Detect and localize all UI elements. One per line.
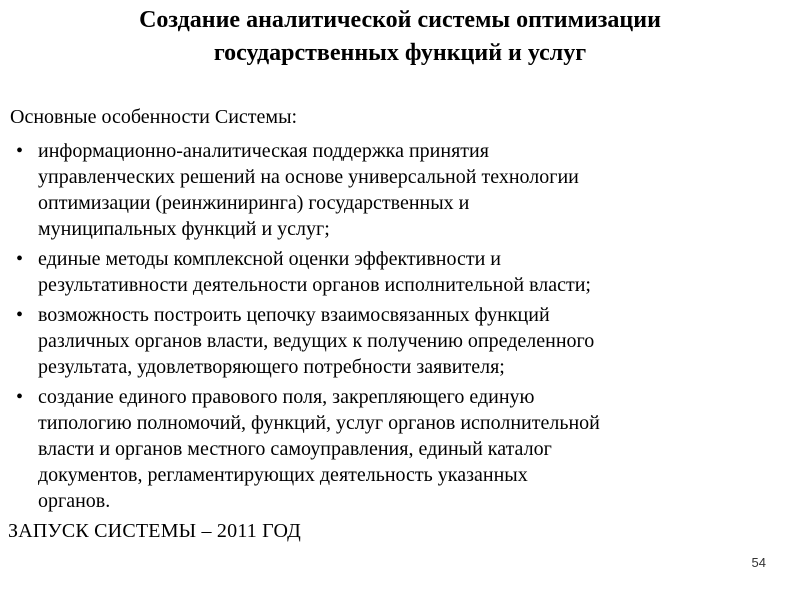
slide-title: [20, 4, 780, 70]
bullet-line: органов.: [38, 490, 111, 512]
bullet-icon: •: [16, 386, 24, 408]
title-line: государственных функций и услуг: [213, 40, 587, 66]
list-item: [8, 246, 788, 298]
bullet-line: власти и органов местного самоуправления, единый каталог: [38, 438, 552, 460]
bullet-line: различных органов власти, ведущих к получению определенного: [38, 330, 595, 352]
bullet-icon: •: [16, 248, 24, 270]
list-item: [8, 302, 788, 380]
list-item: [8, 384, 788, 514]
slide-content: [8, 104, 788, 544]
bullet-list: [8, 138, 788, 514]
bullet-icon: •: [16, 304, 24, 326]
bullet-line: результата, удовлетворяющего потребности заявителя;: [38, 356, 505, 378]
bullet-line: оптимизации (реинжиниринга) государственных и: [38, 192, 470, 214]
bullet-line: документов, регламентирующих деятельность указанных: [38, 464, 528, 486]
bullet-line: муниципальных функций и услуг;: [38, 218, 330, 240]
bullet-line: управленческих решений на основе универсальной технологии: [38, 166, 579, 188]
page-number: 54: [751, 555, 766, 570]
bullet-line: создание единого правового поля, закрепляющего единую: [38, 386, 535, 408]
list-item: [8, 138, 788, 242]
bullet-line: информационно-аналитическая поддержка принятия: [38, 140, 489, 162]
bullet-icon: •: [16, 140, 24, 162]
launch-statement: ЗАПУСК СИСТЕМЫ – 2011 ГОД: [8, 520, 301, 542]
intro-text: Основные особенности Системы:: [10, 106, 298, 128]
bullet-line: возможность построить цепочку взаимосвязанных функций: [38, 304, 550, 326]
title-line: Создание аналитической системы оптимизации: [139, 7, 661, 33]
bullet-line: единые методы комплексной оценки эффективности и: [38, 248, 502, 270]
bullet-line: типологию полномочий, функций, услуг органов исполнительной: [38, 412, 600, 434]
bullet-line: результативности деятельности органов исполнительной власти;: [38, 274, 591, 296]
